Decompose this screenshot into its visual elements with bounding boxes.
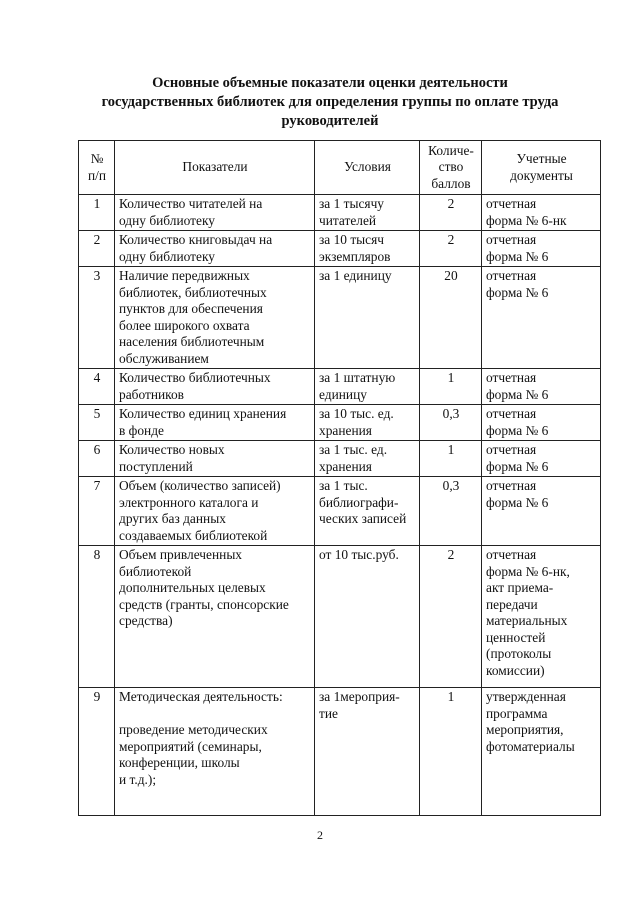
cell-line: форма № 6 [486, 386, 549, 402]
cell-line: форма № 6 [486, 422, 549, 438]
cell-conditions [315, 405, 420, 441]
title-line-3: руководителей [281, 113, 379, 129]
cell-line: отчетная [486, 442, 537, 457]
header-score [420, 141, 482, 195]
cell-line: комиссии) [486, 662, 545, 678]
cell-line: утвержденная [486, 689, 566, 704]
indicators-table [78, 140, 601, 816]
cell-documents [482, 546, 601, 688]
cell-line: Количество библиотечных [119, 370, 271, 385]
cell-line: за 1 тыс. ед. [319, 442, 388, 457]
title-line-2: государственных библиотек для определения группы по оплате труда [101, 94, 559, 110]
cell-line: Условия [344, 159, 391, 175]
cell-line: мероприятия, [486, 722, 564, 737]
cell-line: в фонде [119, 422, 164, 438]
cell-line: Показатели [182, 159, 248, 175]
cell-line: единицу [319, 386, 367, 402]
cell-line: Объем (количество записей) [119, 478, 281, 493]
cell-score: 2 [420, 231, 482, 267]
page-number: 2 [317, 828, 323, 842]
cell-line: экземпляров [319, 248, 391, 264]
cell-line: электронного каталога и [119, 494, 259, 510]
cell-line: отчетная [486, 478, 537, 493]
header-indicator [115, 141, 315, 195]
cell-line: библиографи- [319, 494, 399, 510]
cell-line: документы [510, 167, 573, 183]
header-num [79, 141, 115, 195]
cell-indicator [115, 405, 315, 441]
page-title [60, 74, 600, 131]
cell-indicator [115, 195, 315, 231]
cell-line [119, 706, 311, 723]
cell-line: передачи [486, 596, 538, 612]
cell-line: населения библиотечным [119, 334, 265, 349]
cell-conditions [315, 546, 420, 688]
cell-line: мероприятий (семинары, [119, 738, 262, 754]
cell-line: акт приема- [486, 580, 554, 595]
cell-line: за 1 штатную [319, 370, 396, 385]
cell-line: Объем привлеченных [119, 547, 243, 562]
cell-num: 6 [79, 441, 115, 477]
cell-line: за 10 тыс. ед. [319, 406, 394, 421]
cell-line: отчетная [486, 547, 537, 562]
cell-conditions [315, 231, 420, 267]
table-header-row [79, 141, 601, 195]
cell-line: ство [438, 159, 464, 175]
cell-score: 2 [420, 546, 482, 688]
cell-indicator [115, 688, 315, 816]
cell-line: дополнительных целевых [119, 580, 266, 595]
cell-num: 4 [79, 369, 115, 405]
cell-line: форма № 6-нк, [486, 563, 570, 579]
cell-num: 1 [79, 195, 115, 231]
cell-line: (протоколы [486, 646, 552, 661]
cell-documents [482, 267, 601, 369]
cell-line: форма № 6 [486, 248, 549, 264]
cell-line: хранения [319, 458, 372, 474]
cell-score: 1 [420, 688, 482, 816]
cell-line: ческих записей [319, 511, 407, 526]
table-row [79, 441, 601, 477]
header-conditions [315, 141, 420, 195]
cell-line: Учетные [516, 151, 567, 166]
cell-line: от 10 тыс.руб. [319, 547, 399, 562]
cell-num: 2 [79, 231, 115, 267]
table-row [79, 405, 601, 441]
cell-score: 2 [420, 195, 482, 231]
cell-line: форма № 6 [486, 494, 549, 510]
cell-indicator [115, 231, 315, 267]
cell-conditions [315, 688, 420, 816]
cell-indicator [115, 546, 315, 688]
table-row [79, 477, 601, 546]
cell-line: и т.д.); [119, 771, 157, 787]
cell-conditions [315, 195, 420, 231]
cell-line: хранения [319, 422, 372, 438]
cell-conditions [315, 441, 420, 477]
cell-score: 0,3 [420, 405, 482, 441]
cell-line: материальных [486, 613, 568, 628]
table-row [79, 195, 601, 231]
cell-line: за 1 тыс. [319, 478, 368, 493]
cell-documents [482, 231, 601, 267]
cell-line: создаваемых библиотекой [119, 527, 268, 543]
cell-line: Количество книговыдач на [119, 232, 273, 247]
cell-conditions [315, 369, 420, 405]
cell-score: 20 [420, 267, 482, 369]
cell-line: отчетная [486, 196, 537, 211]
cell-line: конференции, школы [119, 755, 240, 770]
cell-line: поступлений [119, 458, 193, 474]
cell-line: пунктов для обеспечения [119, 301, 263, 316]
cell-line: фотоматериалы [486, 738, 575, 754]
cell-documents [482, 405, 601, 441]
cell-num: 9 [79, 688, 115, 816]
cell-line: форма № 6-нк [486, 212, 567, 228]
cell-num: 3 [79, 267, 115, 369]
cell-line: средства) [119, 613, 173, 628]
header-documents [482, 141, 601, 195]
cell-line: Количество новых [119, 442, 225, 457]
cell-line: работников [119, 386, 184, 402]
table-body [79, 195, 601, 816]
cell-line: Количе- [428, 142, 474, 158]
cell-line: библиотекой [119, 563, 192, 579]
cell-line: программа [486, 705, 548, 721]
cell-line: читателей [319, 212, 377, 228]
cell-documents [482, 441, 601, 477]
cell-score: 1 [420, 441, 482, 477]
cell-line: одну библиотеку [119, 212, 215, 228]
cell-line: № [90, 151, 104, 166]
cell-conditions [315, 267, 420, 369]
cell-line: форма № 6 [486, 284, 549, 300]
cell-line: за 1 единицу [319, 268, 392, 283]
cell-num: 8 [79, 546, 115, 688]
cell-line: форма № 6 [486, 458, 549, 474]
table-row [79, 688, 601, 816]
title-line-1: Основные объемные показатели оценки деятельности [152, 75, 508, 91]
cell-documents [482, 195, 601, 231]
cell-line: п/п [87, 167, 107, 183]
cell-line: Методическая деятельность: [119, 689, 283, 704]
cell-line: отчетная [486, 268, 537, 283]
cell-indicator [115, 441, 315, 477]
cell-indicator [115, 477, 315, 546]
cell-line: ценностей [486, 629, 546, 645]
cell-line: средств (гранты, спонсорские [119, 596, 289, 612]
cell-line: за 10 тысяч [319, 232, 385, 247]
cell-line: за 1мероприя- [319, 689, 400, 704]
cell-line: отчетная [486, 370, 537, 385]
cell-line: баллов [431, 175, 471, 191]
table-row [79, 267, 601, 369]
cell-score: 1 [420, 369, 482, 405]
cell-line: отчетная [486, 406, 537, 421]
cell-documents [482, 369, 601, 405]
cell-line: проведение методических [119, 722, 268, 737]
table-row [79, 369, 601, 405]
cell-num: 7 [79, 477, 115, 546]
table-row [79, 546, 601, 688]
cell-line: более широкого охвата [119, 317, 250, 333]
cell-line: Количество единиц хранения [119, 406, 287, 421]
cell-line: Количество читателей на [119, 196, 263, 211]
cell-line: библиотек, библиотечных [119, 284, 267, 300]
cell-conditions [315, 477, 420, 546]
cell-indicator [115, 369, 315, 405]
cell-indicator [115, 267, 315, 369]
cell-line: обслуживанием [119, 350, 209, 366]
cell-line: тие [319, 705, 338, 721]
cell-num: 5 [79, 405, 115, 441]
table-row [79, 231, 601, 267]
cell-documents [482, 688, 601, 816]
cell-line: других баз данных [119, 511, 226, 526]
cell-documents [482, 477, 601, 546]
cell-line: Наличие передвижных [119, 268, 250, 283]
cell-score: 0,3 [420, 477, 482, 546]
cell-line: за 1 тысячу [319, 196, 385, 211]
cell-line: отчетная [486, 232, 537, 247]
cell-line: одну библиотеку [119, 248, 215, 264]
